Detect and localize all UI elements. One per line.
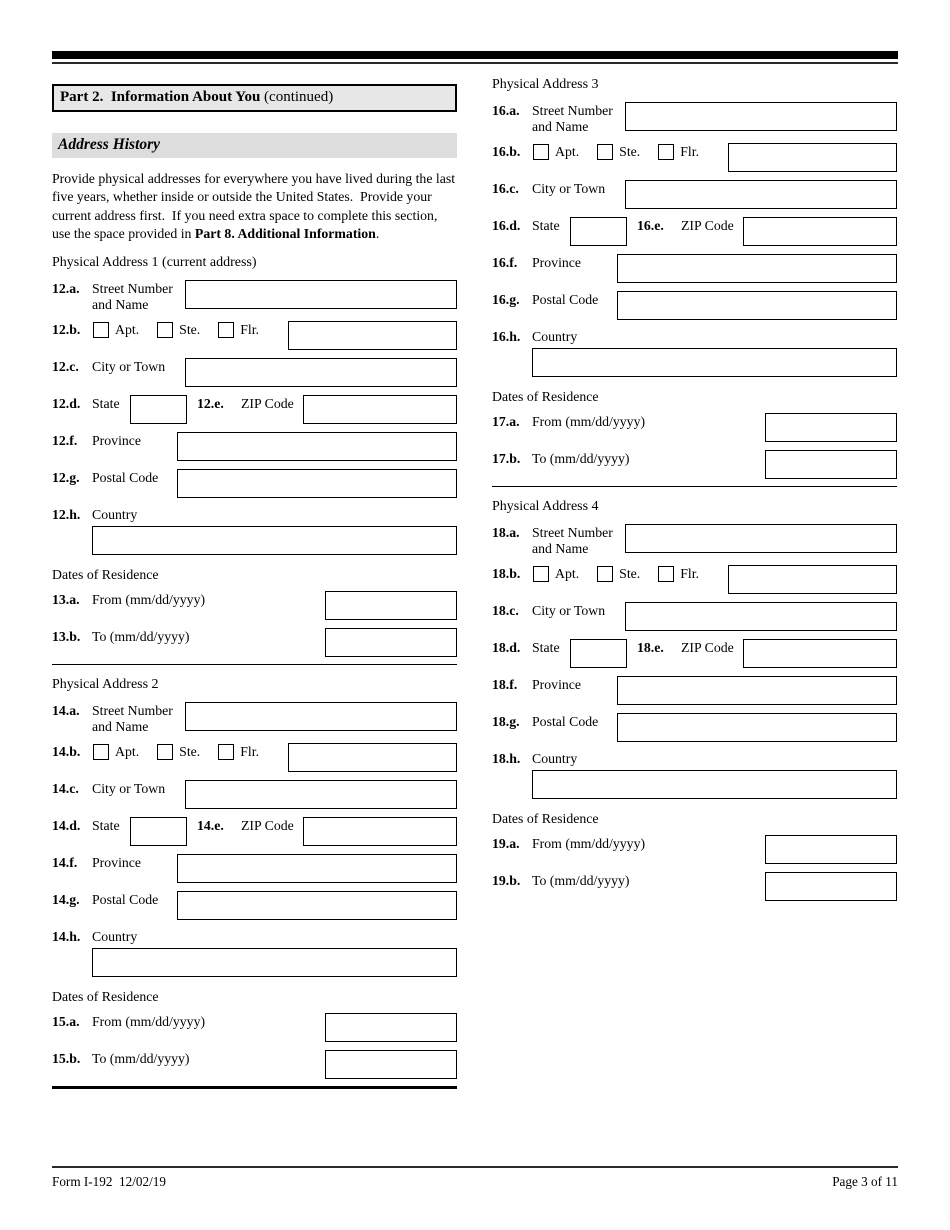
province-row	[492, 254, 897, 283]
left-column	[52, 84, 457, 1089]
field-number: 12.a.	[52, 281, 80, 297]
physical-address-4-block	[492, 499, 897, 901]
apt-checkbox[interactable]	[93, 744, 109, 760]
postal-code-row	[492, 291, 897, 320]
street-number-input[interactable]	[185, 702, 457, 731]
street-row	[52, 280, 457, 313]
field-number: 18.h.	[492, 751, 521, 766]
ste-label: Ste.	[619, 566, 641, 581]
section-header-address-history: Address History	[52, 133, 457, 158]
top-rule-thin	[52, 62, 898, 64]
field-label: From (mm/dd/yyyy)	[532, 836, 646, 851]
unit-row	[52, 743, 457, 772]
province-row	[52, 854, 457, 883]
field-number: 15.b.	[52, 1051, 81, 1067]
field-label: State	[532, 218, 560, 233]
field-number: 12.c.	[52, 359, 79, 375]
country-input[interactable]	[532, 348, 897, 377]
ste-checkbox[interactable]	[157, 744, 173, 760]
field-label: Street Number and Name	[532, 525, 613, 556]
page-footer	[52, 1166, 898, 1190]
field-number: 13.b.	[52, 629, 81, 645]
unit-row	[492, 565, 897, 594]
province-input[interactable]	[177, 432, 457, 461]
part-header	[52, 84, 457, 112]
postal-code-input[interactable]	[617, 713, 897, 742]
to-date-row	[492, 450, 897, 479]
to-date-row	[52, 1050, 457, 1079]
field-label: From (mm/dd/yyyy)	[92, 592, 206, 608]
dates-of-residence-header: Dates of Residence	[52, 567, 159, 583]
unit-number-input[interactable]	[728, 143, 897, 172]
zip-code-input[interactable]	[743, 217, 897, 246]
from-date-input[interactable]	[765, 835, 897, 864]
field-number: 12.b.	[52, 322, 81, 338]
from-date-row	[492, 413, 897, 442]
right-column	[492, 77, 897, 901]
address-block-title: Physical Address 4	[492, 499, 599, 514]
state-input[interactable]	[570, 217, 627, 246]
field-label: ZIP Code	[241, 396, 294, 412]
field-number: 16.a.	[492, 103, 520, 118]
city-row	[492, 180, 897, 209]
to-date-row	[52, 628, 457, 657]
field-label: Street Number and Name	[532, 103, 613, 134]
apt-checkbox[interactable]	[533, 144, 549, 160]
field-label: Street Number and Name	[92, 281, 173, 313]
column-end-divider	[52, 1086, 457, 1089]
city-input[interactable]	[185, 780, 457, 809]
province-input[interactable]	[617, 254, 897, 283]
field-label: Postal Code	[92, 892, 159, 908]
state-zip-row	[52, 817, 457, 846]
dates-of-residence-header: Dates of Residence	[52, 989, 159, 1005]
street-row	[52, 702, 457, 735]
field-number: 12.h.	[52, 507, 81, 523]
flr-checkbox[interactable]	[658, 566, 674, 582]
from-date-row	[492, 835, 897, 864]
field-label: Street Number and Name	[92, 703, 173, 735]
field-number: 16.f.	[492, 255, 518, 270]
field-number: 18.c.	[492, 603, 519, 618]
street-row	[492, 524, 897, 557]
field-label: Country	[92, 929, 138, 945]
field-label: Country	[92, 507, 138, 523]
field-label: State	[92, 396, 120, 412]
field-number: 18.b.	[492, 566, 521, 581]
state-zip-row	[492, 639, 897, 668]
street-number-input[interactable]	[625, 102, 897, 131]
flr-label: Flr.	[680, 566, 700, 581]
field-number: 15.a.	[52, 1014, 80, 1030]
state-zip-row	[492, 217, 897, 246]
field-number: 16.c.	[492, 181, 519, 196]
field-label: From (mm/dd/yyyy)	[92, 1014, 206, 1030]
apt-label: Apt.	[555, 566, 580, 581]
to-date-input[interactable]	[765, 450, 897, 479]
field-label: ZIP Code	[681, 218, 734, 233]
dates-of-residence-header: Dates of Residence	[492, 389, 599, 404]
field-number: 18.f.	[492, 677, 518, 692]
province-input[interactable]	[617, 676, 897, 705]
instructions-period: .	[375, 226, 380, 242]
field-label: State	[532, 640, 560, 655]
field-label: Country	[532, 751, 578, 766]
address-block-title: Physical Address 1 (current address)	[52, 255, 257, 271]
instructions-part8-reference: Part 8. Additional Information	[194, 226, 376, 242]
field-number: 16.h.	[492, 329, 521, 344]
field-label: Province	[532, 255, 582, 270]
field-number: 16.b.	[492, 144, 521, 159]
field-number: 18.a.	[492, 525, 520, 540]
field-label: To (mm/dd/yyyy)	[92, 629, 190, 645]
physical-address-2-block	[52, 677, 457, 1079]
postal-code-row	[492, 713, 897, 742]
field-number: 19.b.	[492, 873, 521, 888]
physical-address-3-block	[492, 77, 897, 479]
postal-code-row	[52, 891, 457, 920]
postal-code-input[interactable]	[177, 891, 457, 920]
flr-label: Flr.	[680, 144, 700, 159]
ste-checkbox[interactable]	[597, 144, 613, 160]
footer-page-number: Page 3 of 11	[832, 1174, 898, 1189]
from-date-input[interactable]	[765, 413, 897, 442]
field-label: From (mm/dd/yyyy)	[532, 414, 646, 429]
ste-label: Ste.	[179, 744, 201, 760]
from-date-input[interactable]	[325, 591, 457, 620]
field-label: Province	[92, 433, 142, 449]
postal-code-row	[52, 469, 457, 498]
city-row	[52, 780, 457, 809]
field-label: City or Town	[92, 781, 166, 797]
flr-checkbox[interactable]	[218, 322, 234, 338]
flr-label: Flr.	[240, 744, 260, 760]
field-number: 18.e.	[637, 640, 664, 655]
field-label: City or Town	[532, 181, 606, 196]
country-input[interactable]	[92, 526, 457, 555]
field-label: Province	[92, 855, 142, 871]
field-number: 18.d.	[492, 640, 521, 655]
flr-checkbox[interactable]	[658, 144, 674, 160]
physical-address-1-block	[52, 255, 457, 657]
field-label: ZIP Code	[681, 640, 734, 655]
field-number: 14.g.	[52, 892, 80, 908]
street-number-input[interactable]	[625, 524, 897, 553]
flr-checkbox[interactable]	[218, 744, 234, 760]
country-input[interactable]	[92, 948, 457, 977]
from-date-row	[52, 1013, 457, 1042]
part-header-continued: (continued)	[260, 89, 334, 105]
apt-label: Apt.	[115, 322, 140, 338]
footer-form-number: Form I-192 12/02/19	[52, 1174, 166, 1189]
unit-number-input[interactable]	[728, 565, 897, 594]
field-label: State	[92, 818, 120, 834]
ste-label: Ste.	[619, 144, 641, 159]
field-label: Province	[532, 677, 582, 692]
field-number: 12.e.	[197, 396, 224, 412]
country-label-row	[52, 928, 457, 945]
province-row	[52, 432, 457, 461]
country-label-row	[492, 750, 897, 767]
to-date-input[interactable]	[325, 1050, 457, 1079]
field-number: 16.d.	[492, 218, 521, 233]
address-block-title: Physical Address 3	[492, 77, 599, 92]
field-number: 14.b.	[52, 744, 81, 760]
street-number-input[interactable]	[185, 280, 457, 309]
field-label: Postal Code	[92, 470, 159, 486]
province-input[interactable]	[177, 854, 457, 883]
field-number: 19.a.	[492, 836, 520, 851]
section-divider	[52, 664, 457, 665]
city-row	[52, 358, 457, 387]
postal-code-input[interactable]	[177, 469, 457, 498]
field-number: 16.g.	[492, 292, 520, 307]
field-number: 13.a.	[52, 592, 80, 608]
field-label: Postal Code	[532, 292, 599, 307]
instructions-text: Provide physical addresses for everywhere you have lived during the last five years, whether inside or outside the United States. Provide your current address first. If you need extra space to complete this section, use the space provided in	[52, 171, 459, 242]
section-divider	[492, 486, 897, 487]
part-header-title: Part 2. Information About You	[60, 89, 261, 105]
ste-label: Ste.	[179, 322, 201, 338]
field-number: 16.e.	[637, 218, 664, 233]
city-input[interactable]	[625, 602, 897, 631]
field-number: 14.c.	[52, 781, 79, 797]
province-row	[492, 676, 897, 705]
city-input[interactable]	[625, 180, 897, 209]
flr-label: Flr.	[240, 322, 260, 338]
to-date-input[interactable]	[325, 628, 457, 657]
dates-of-residence-header: Dates of Residence	[492, 811, 599, 826]
apt-label: Apt.	[555, 144, 580, 159]
to-date-row	[492, 872, 897, 901]
city-input[interactable]	[185, 358, 457, 387]
field-number: 12.f.	[52, 433, 78, 449]
field-number: 18.g.	[492, 714, 520, 729]
field-number: 14.a.	[52, 703, 80, 719]
state-input[interactable]	[570, 639, 627, 668]
unit-number-input[interactable]	[288, 743, 457, 772]
from-date-row	[52, 591, 457, 620]
field-number: 14.f.	[52, 855, 78, 871]
field-number: 17.a.	[492, 414, 520, 429]
state-zip-row	[52, 395, 457, 424]
field-number: 12.d.	[52, 396, 81, 412]
street-row	[492, 102, 897, 135]
field-number: 12.g.	[52, 470, 80, 486]
ste-checkbox[interactable]	[157, 322, 173, 338]
field-number: 14.e.	[197, 818, 224, 834]
field-label: To (mm/dd/yyyy)	[92, 1051, 190, 1067]
zip-code-input[interactable]	[303, 395, 457, 424]
field-label: Postal Code	[532, 714, 599, 729]
city-row	[492, 602, 897, 631]
country-label-row	[52, 506, 457, 523]
field-label: City or Town	[532, 603, 606, 618]
from-date-input[interactable]	[325, 1013, 457, 1042]
apt-checkbox[interactable]	[533, 566, 549, 582]
apt-checkbox[interactable]	[93, 322, 109, 338]
postal-code-input[interactable]	[617, 291, 897, 320]
field-number: 14.d.	[52, 818, 81, 834]
top-rule	[52, 51, 898, 64]
top-rule-thick	[52, 51, 898, 59]
apt-label: Apt.	[115, 744, 140, 760]
unit-row	[492, 143, 897, 172]
zip-code-input[interactable]	[303, 817, 457, 846]
country-input[interactable]	[532, 770, 897, 799]
ste-checkbox[interactable]	[597, 566, 613, 582]
address-block-title: Physical Address 2	[52, 677, 159, 693]
unit-row	[52, 321, 457, 350]
state-input[interactable]	[130, 817, 187, 846]
country-label-row	[492, 328, 897, 345]
field-label: ZIP Code	[241, 818, 294, 834]
to-date-input[interactable]	[765, 872, 897, 901]
field-label: City or Town	[92, 359, 166, 375]
state-input[interactable]	[130, 395, 187, 424]
field-number: 14.h.	[52, 929, 81, 945]
field-label: To (mm/dd/yyyy)	[532, 451, 630, 466]
zip-code-input[interactable]	[743, 639, 897, 668]
field-label: Country	[532, 329, 578, 344]
instructions-paragraph	[52, 170, 457, 243]
field-number: 17.b.	[492, 451, 521, 466]
field-label: To (mm/dd/yyyy)	[532, 873, 630, 888]
unit-number-input[interactable]	[288, 321, 457, 350]
